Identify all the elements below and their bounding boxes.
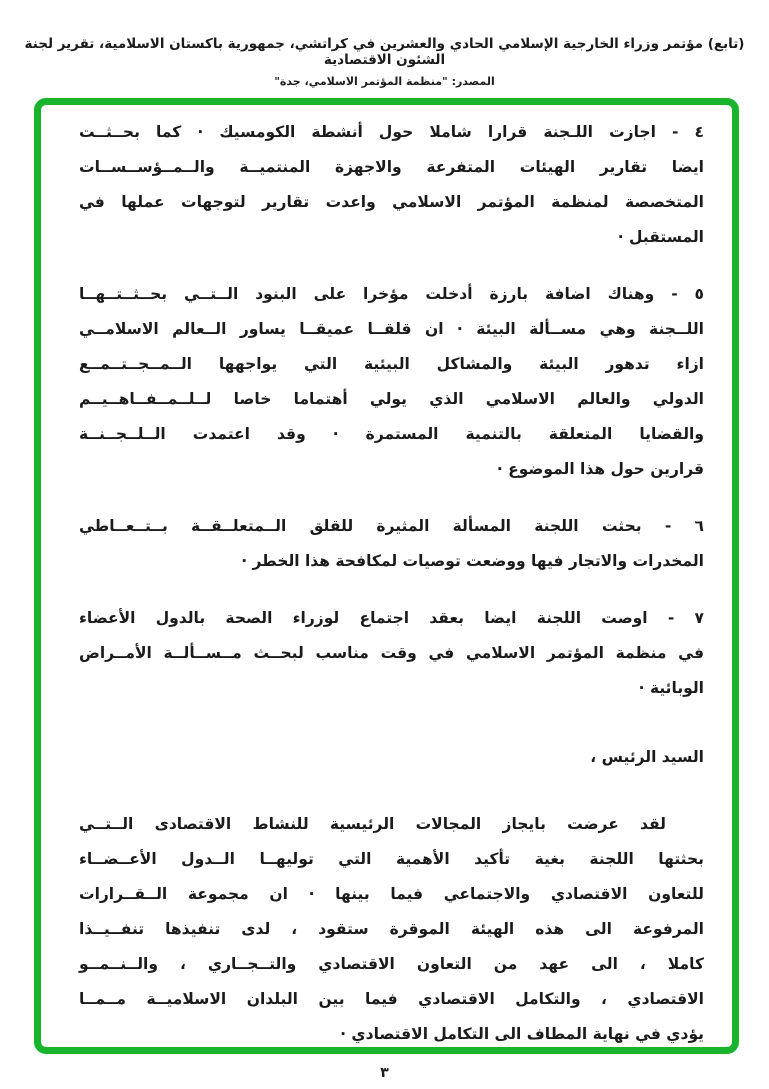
header-source: المصدر: "منظمة المؤتمر الاسلامي، جدة" <box>274 75 495 88</box>
text-line: والقضايا المتعلقة بالتنمية المستمرة · وقد اعتمدت الــلــجــنــة <box>79 425 704 443</box>
text-line: للتعاون الاقتصادي والاجتماعي فيما بينها · ان مجموعة الــقــرارات <box>79 885 704 903</box>
text-line: لقد عرضت بايجاز المجالات الرئيسية للنشاط الاقتصادى الــتــي <box>79 815 666 833</box>
document-body <box>41 105 732 1052</box>
text-line: المستقبل · <box>617 228 704 246</box>
page-header <box>0 36 769 88</box>
page-number: ٣ <box>380 1065 389 1081</box>
text-line: ايضا تقارير الهيئات المتفرعة والاجهزة المنتميــة والــمــؤســســات <box>79 158 704 176</box>
header-title: (تابع) مؤتمر وزراء الخارجية الإسلامي الحادي والعشرين في كراتشي، جمهورية باكستان الاسلامية، تقرير لجنة الشئون الاقتصادية <box>24 36 745 68</box>
text-line: بحثتها اللجنة بغية تأكيد الأهمية التي توليهــا الــدول الأعــضــاء <box>79 850 704 868</box>
text-line: الدولي والعالم الاسلامي الذي يولي أهتماما خاصا لــلــمــفــاهــيــم <box>79 390 704 408</box>
text-line: اللــجنة وهي مســألة البيئة · ان قلقــا عميقــا يساور الــعالم الاسلامــي <box>79 320 704 338</box>
text-line: ٤ - اجازت اللـجنة قرارا شاملا حول أنشطة الكومسيك · كما بحــثــت <box>79 123 704 141</box>
text-line: قرارين حول هذا الموضوع · <box>496 460 704 478</box>
text-line: كاملا ، الى عهد من التعاون الاقتصادي والتــجــاري ، والــنــمــو <box>79 955 704 973</box>
text-line: السيد الرئيس ، <box>590 748 704 766</box>
text-line: ازاء تدهور البيئة والمشاكل البيئية التي يواجهها الــمــجــتــمــع <box>79 355 704 373</box>
text-line: ٧ - اوصت اللجنة ايضا بعقد اجتماع لوزراء الصحة بالدول الأعضاء <box>79 609 704 627</box>
text-line: ٥ - وهناك اضافة بارزة أدخلت مؤخرا على البنود الــتــي بحــثــتــهــا <box>79 285 704 303</box>
text-line: الاقتصادي ، والتكامل الاقتصادي فيما بين البلدان الاسلاميــة مــمــا <box>79 990 704 1008</box>
paragraph-item-7 <box>79 601 704 706</box>
text-line: ٦ - بحثت اللجنة المسألة المثيرة للقلق الــمتعلــقــة بــتــعــاطي <box>79 517 704 535</box>
text-line: المتخصصة لمنظمة المؤتمر الاسلامي واعدت تقارير لتوجهات عملها في <box>79 193 704 211</box>
text-line: المخدرات والاتجار فيها ووضعت توصيات لمكافحة هذا الخطر · <box>241 552 704 570</box>
green-highlight-border <box>34 98 739 1054</box>
text-line: الوبائية · <box>638 679 704 697</box>
salutation <box>79 740 704 775</box>
paragraph-item-5 <box>79 277 704 487</box>
paragraph-item-4 <box>79 115 704 255</box>
text-line: في منظمة المؤتمر الاسلامي في وقت مناسب لبحــث مــســألــة الأمــراض <box>79 644 704 662</box>
text-line: المرفوعة الى هذه الهيئة الموقرة ستقود ، لدى تنفيذها تنفــيــذا <box>79 920 704 938</box>
text-line: يؤدي في نهاية المطاف الى التكامل الاقتصادي · <box>340 1025 704 1043</box>
paragraph-item-6 <box>79 509 704 579</box>
closing-paragraph <box>79 807 704 1052</box>
